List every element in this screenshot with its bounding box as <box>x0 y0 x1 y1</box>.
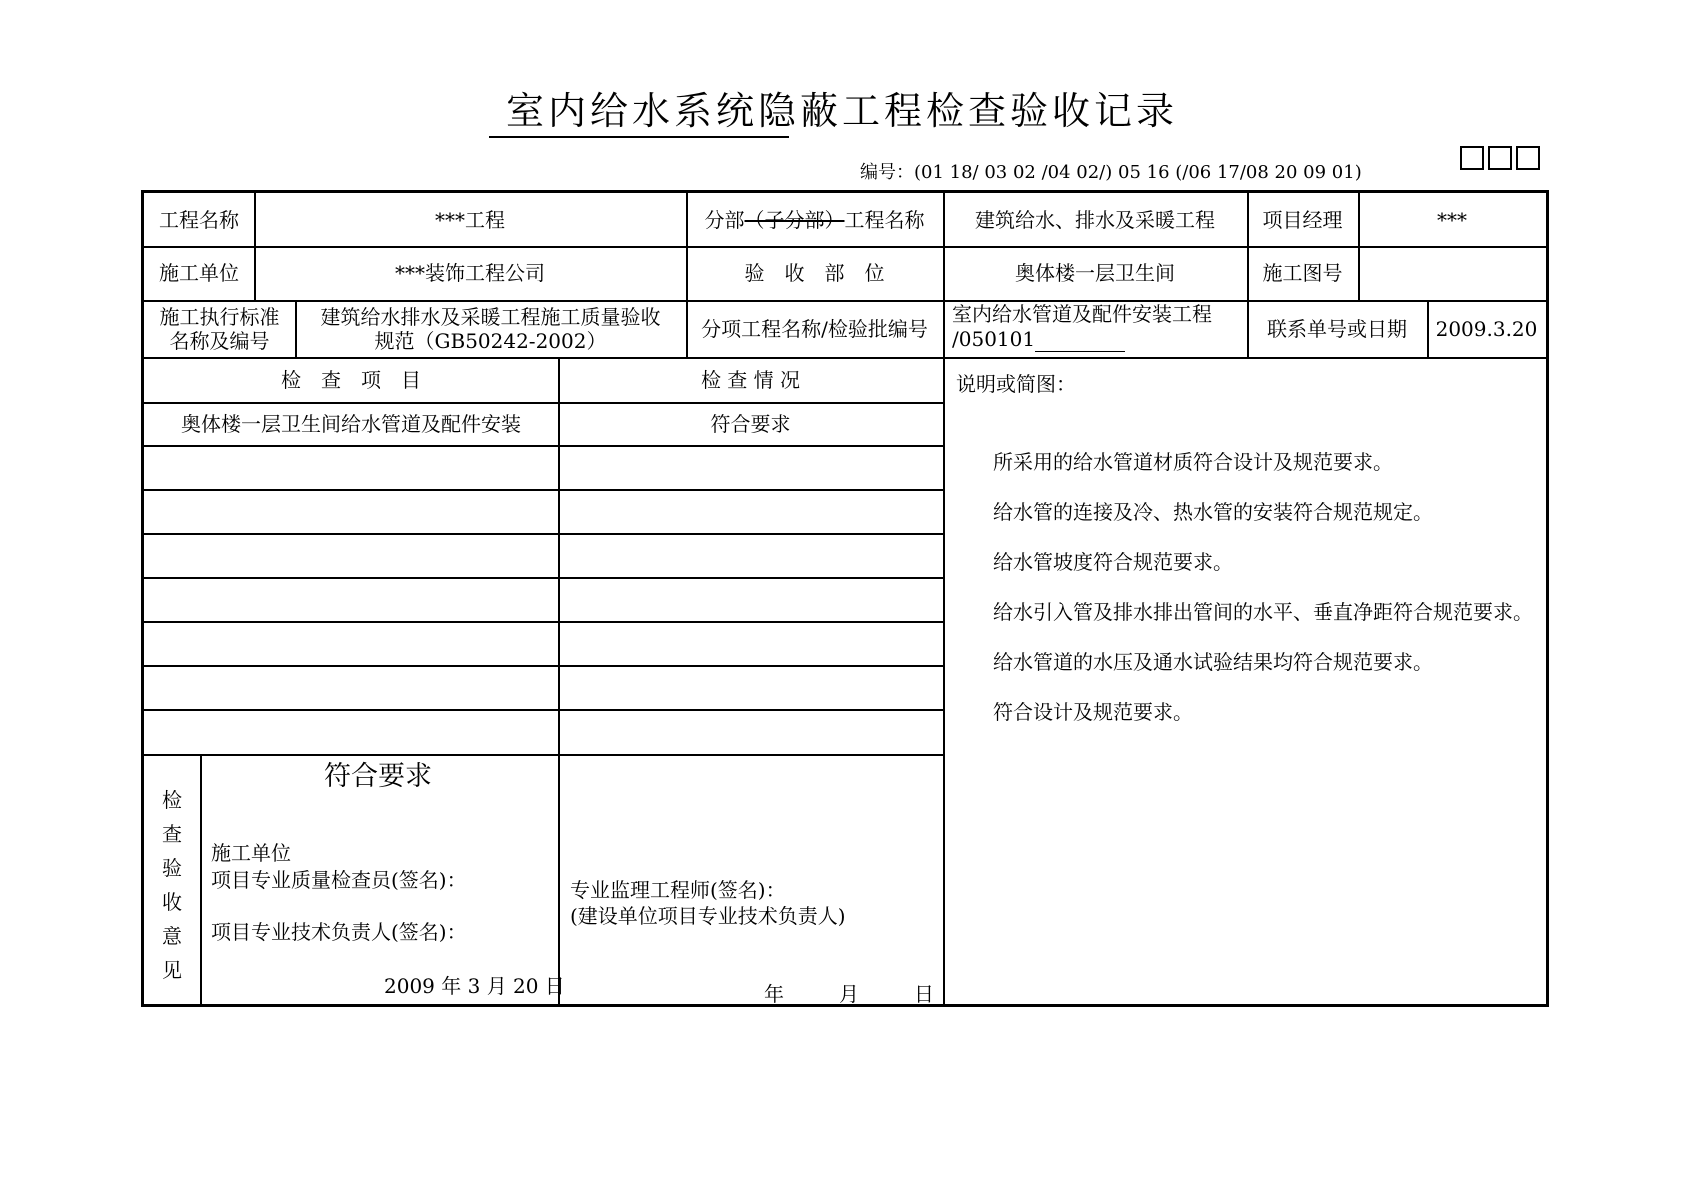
project-name: ***工程 <box>435 207 505 232</box>
checkboxes <box>1460 146 1544 174</box>
page-title: 室内给水系统隐蔽工程检查验收记录 <box>505 89 1178 133</box>
opinion-supervisor: 专业监理工程师(签名)： <box>570 878 786 902</box>
item-name <box>952 302 1247 357</box>
blank-month: 月 <box>839 982 859 1006</box>
row-divider <box>144 709 944 711</box>
opinion-contractor: 施工单位 <box>211 841 291 865</box>
checkbox[interactable] <box>1460 146 1484 170</box>
blank-year: 年 <box>764 982 784 1006</box>
side-char: 查 <box>162 822 182 846</box>
division-label-suffix: 工程名称 <box>844 207 925 232</box>
remark-line: 给水管道的水压及通水试验结果均符合规范要求。 <box>993 650 1433 674</box>
inspection-item-header: 检 查 项 目 <box>281 367 421 392</box>
contractor-label: 施工单位 <box>159 261 239 285</box>
col-divider <box>200 755 202 1007</box>
drawing-number <box>1358 246 1546 300</box>
inspection-item: 奥体楼一层卫生间给水管道及配件安装 <box>181 411 521 436</box>
side-char: 收 <box>162 890 182 914</box>
item-name-line2: /050101 <box>952 327 1036 351</box>
side-char: 见 <box>162 958 182 982</box>
contact-date: 2009.3.20 <box>1435 316 1538 341</box>
item-label: 分项工程名称/检验批编号 <box>701 316 928 341</box>
remarks <box>956 371 1536 397</box>
blank-day: 日 <box>914 982 934 1006</box>
item-name-line1: 室内给水管道及配件安装工程 <box>952 302 1212 326</box>
opinion-date: 2009 年 3 月 20 日 <box>384 974 565 998</box>
location-label: 验 收 部 位 <box>744 261 885 285</box>
col-divider <box>943 357 945 1007</box>
remark-line: 给水引入管及排水排出管间的水平、垂直净距符合规范要求。 <box>993 600 1533 624</box>
standard-label-line1: 施工执行标准 <box>159 304 280 329</box>
remark-line: 符合设计及规范要求。 <box>993 700 1193 724</box>
remarks-lines <box>993 437 1543 737</box>
checkbox[interactable] <box>1488 146 1512 170</box>
row-divider <box>144 621 944 623</box>
contractor: ***装饰工程公司 <box>395 261 545 285</box>
row-divider <box>144 533 944 535</box>
division-name: 建筑给水、排水及采暖工程 <box>975 207 1215 232</box>
division-label-prefix: 分部 <box>704 207 745 232</box>
side-char: 验 <box>162 856 182 880</box>
standard-label-line2: 名称及编号 <box>169 328 270 353</box>
row-divider <box>144 754 944 756</box>
inspection-status-header: 检 查 情 况 <box>700 367 801 392</box>
standard-label <box>144 300 295 357</box>
drawing-label: 施工图号 <box>1262 261 1343 285</box>
division-label <box>686 193 943 246</box>
row-divider <box>144 665 944 667</box>
serial-number: 编号：(01 18/ 03 02 /04 02/) 05 16 (/06 17/08 20 09 01) <box>860 162 1362 183</box>
remark-line: 给水管坡度符合规范要求。 <box>993 550 1233 574</box>
col-divider <box>558 357 560 1007</box>
opinion-qc-inspector: 项目专业质量检查员(签名)： <box>211 868 467 892</box>
division-label-struck: （子分部） <box>744 207 845 232</box>
item-underline <box>1035 331 1125 352</box>
project-name-label: 工程名称 <box>159 207 239 232</box>
location: 奥体楼一层卫生间 <box>1015 261 1175 285</box>
row-divider <box>144 577 944 579</box>
side-char: 意 <box>162 924 182 948</box>
manager-label: 项目经理 <box>1262 207 1343 232</box>
remark-line: 所采用的给水管道材质符合设计及规范要求。 <box>993 450 1393 474</box>
standard-line2: 规范（GB50242-2002） <box>374 328 607 353</box>
contact-label: 联系单号或日期 <box>1267 316 1407 341</box>
opinion-side-label <box>144 783 200 987</box>
title-underline <box>489 136 789 138</box>
opinion-owner-rep: (建设单位项目专业技术负责人) <box>570 904 846 928</box>
opinion-result: 符合要求 <box>324 761 432 792</box>
row-divider <box>144 445 944 447</box>
standard-line1: 建筑给水排水及采暖工程施工质量验收 <box>320 304 661 329</box>
record-table <box>141 190 1549 1007</box>
remarks-label: 说明或简图： <box>956 372 1076 396</box>
opinion-tech-lead: 项目专业技术负责人(签名)： <box>211 920 467 944</box>
side-char: 检 <box>162 788 182 812</box>
standard <box>295 300 686 357</box>
inspection-status: 符合要求 <box>710 411 791 436</box>
remark-line: 给水管的连接及冷、热水管的安装符合规范规定。 <box>993 500 1433 524</box>
manager: *** <box>1437 207 1467 232</box>
checkbox[interactable] <box>1516 146 1540 170</box>
row-divider <box>144 489 944 491</box>
